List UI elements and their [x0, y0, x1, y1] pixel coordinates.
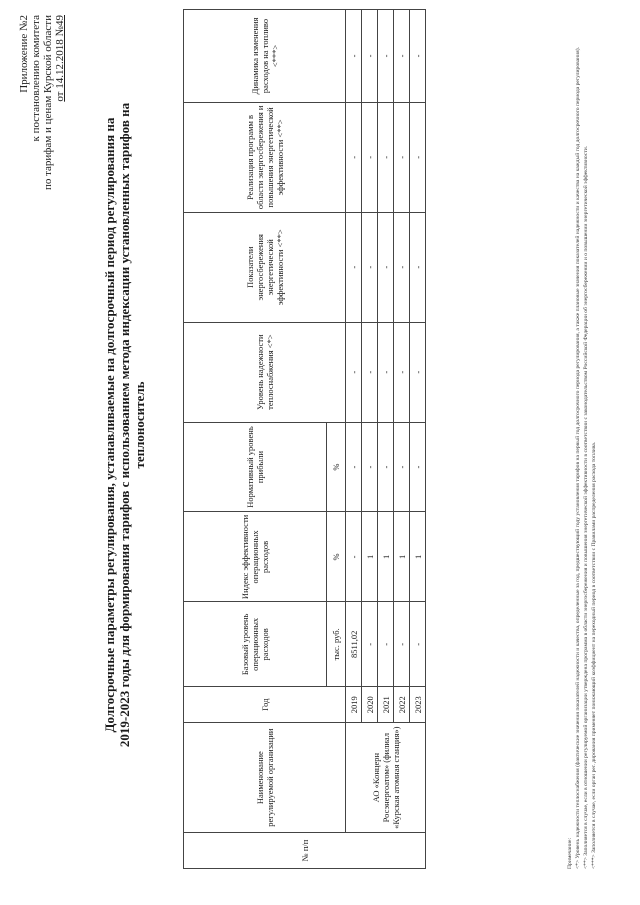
- annex-authority: по тарифам и ценам Курской области: [42, 15, 54, 191]
- cell-reliability: -: [362, 322, 378, 422]
- title-line-3: теплоноситель: [132, 381, 147, 469]
- cell-fuel: -: [362, 10, 378, 103]
- header-org: Наименование регулируемой организации: [184, 723, 346, 833]
- unit-index: %: [327, 512, 346, 602]
- cell-indicators: -: [378, 212, 394, 322]
- parameters-table: [183, 9, 426, 869]
- cell-year: 2021: [378, 687, 394, 723]
- note-fuel: <***> Заполняется в случае, если орган рег. дирования применяет понижающий коэффициент на переходный период в соответствии с Правилами распределения расхода топлива.: [591, 441, 597, 869]
- cell-program: -: [346, 102, 362, 212]
- notes-heading: Примечание:: [567, 837, 573, 869]
- annex-number: Приложение №2: [18, 15, 30, 93]
- cell-profit: -: [410, 422, 426, 512]
- cell-fuel: -: [394, 10, 410, 103]
- notes-block: [566, 9, 598, 869]
- cell-profit: -: [362, 422, 378, 512]
- cell-base: -: [394, 602, 410, 687]
- cell-index: 1: [362, 512, 378, 602]
- cell-base: -: [410, 602, 426, 687]
- cell-indicators: -: [394, 212, 410, 322]
- header-energy-indicators: Показатели энергосбережения энергетической эффективности <**>: [184, 212, 346, 322]
- cell-profit: -: [346, 422, 362, 512]
- header-reliability: Уровень надежности теплоснабжения <*>: [184, 322, 346, 422]
- cell-reliability: -: [346, 322, 362, 422]
- cell-indicators: -: [346, 212, 362, 322]
- table-row: [346, 10, 362, 869]
- cell-program: -: [410, 102, 426, 212]
- org-name: АО «Концерн Росэнергоатом» (филиал «Курская атомная станция»): [346, 723, 426, 833]
- cell-fuel: -: [378, 10, 394, 103]
- header-energy-program: Реализация программ в области энергосбережения и повышения энергетической эффективности <**>: [184, 102, 346, 212]
- cell-program: -: [362, 102, 378, 212]
- cell-index: -: [346, 512, 362, 602]
- annex-block: [18, 15, 66, 265]
- cell-reliability: -: [410, 322, 426, 422]
- cell-index: 1: [410, 512, 426, 602]
- cell-index: 1: [378, 512, 394, 602]
- header-index: Индекс эффективности операционных расходов: [184, 512, 327, 602]
- header-num: № п/п: [184, 833, 426, 869]
- cell-profit: -: [394, 422, 410, 512]
- title-line-1: Долгосрочные параметры регулирования, устанавливаемые на долгосрочный период регулирования на: [102, 117, 117, 733]
- document-title: [102, 65, 147, 785]
- cell-index: 1: [394, 512, 410, 602]
- cell-indicators: -: [362, 212, 378, 322]
- cell-indicators: -: [410, 212, 426, 322]
- cell-fuel: -: [346, 10, 362, 103]
- cell-base: -: [378, 602, 394, 687]
- header-year: Год: [184, 687, 346, 723]
- annex-date: от 14.12.2018 №49: [54, 15, 66, 102]
- title-line-2: 2019-2023 годы для формирования тарифов с использованием метода индексации установленных тарифов на: [117, 102, 132, 748]
- unit-base: тыс. руб.: [327, 602, 346, 687]
- note-energy-program: <**> Заполняется в случае, если в отношении регулируемой организации утверждена программа в области энергосбережения и повышения энергетической эффективности в соответствии с законодательством Российской Федерации об энергосбережении и о повышении энергетической эффективности.: [583, 145, 589, 869]
- annex-reference: к постановлению комитета: [30, 15, 42, 142]
- header-profit: Нормативный уровень прибыли: [184, 422, 327, 512]
- cell-reliability: -: [394, 322, 410, 422]
- header-row: [184, 10, 327, 869]
- cell-fuel: -: [410, 10, 426, 103]
- cell-base: 8511,02: [346, 602, 362, 687]
- header-fuel: Динамика изменения расходов на топливо <***>: [184, 10, 346, 103]
- unit-profit: %: [327, 422, 346, 512]
- cell-year: 2022: [394, 687, 410, 723]
- cell-program: -: [394, 102, 410, 212]
- header-base: Базовый уровень операционных расходов: [184, 602, 327, 687]
- cell-year: 2019: [346, 687, 362, 723]
- cell-year: 2023: [410, 687, 426, 723]
- cell-profit: -: [378, 422, 394, 512]
- cell-base: -: [362, 602, 378, 687]
- cell-year: 2020: [362, 687, 378, 723]
- cell-program: -: [378, 102, 394, 212]
- cell-reliability: -: [378, 322, 394, 422]
- note-reliability: <*> Уровень надежности теплоснабжения (фактические значения показателей надежности и качества, определенные за год, предшествующий году установления тарифов на первый год долгосрочного периода регулирования, а также плановые значения показателей надежности и качества на каждый год долгосрочного периода регулирования).: [575, 47, 581, 869]
